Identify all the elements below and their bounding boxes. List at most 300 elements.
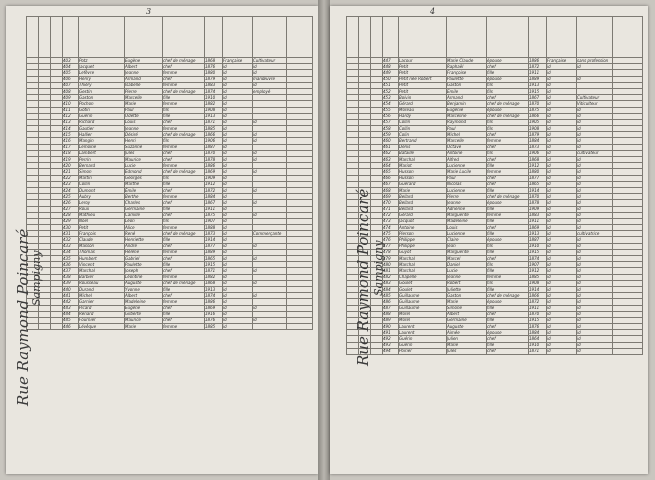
cell-rel: chef xyxy=(163,293,205,299)
cell-name: Lambert xyxy=(79,150,125,156)
cell-year: 1889 xyxy=(529,76,547,82)
cell-nat: id xyxy=(547,113,577,119)
cell-first: Léontine xyxy=(125,274,163,280)
cell-nat: id xyxy=(223,82,253,88)
cell-first: Armand xyxy=(447,95,487,101)
cell-occ: sans profession xyxy=(577,58,613,64)
cell-first: Yvonne xyxy=(125,286,163,292)
cell-no: 419 xyxy=(63,157,79,163)
cell-name: Leroy xyxy=(79,200,125,206)
cell-year: 1864 xyxy=(529,336,547,342)
cell-nat: id xyxy=(547,175,577,181)
cell-no: 483 xyxy=(383,280,399,286)
cell-first: Germaine xyxy=(447,317,487,323)
cell-first: Alfred xyxy=(447,157,487,163)
cell-occ: id xyxy=(577,194,613,200)
cell-no: 413 xyxy=(63,119,79,125)
cell-year: 1914 xyxy=(205,237,223,243)
cell-no: 405 xyxy=(63,70,79,76)
cell-first: Jeanne xyxy=(125,70,163,76)
cell-no: 442 xyxy=(63,299,79,305)
cell-year: 1877 xyxy=(529,175,547,181)
cell-no: 417 xyxy=(63,144,79,150)
cell-rel: chef xyxy=(163,157,205,163)
cell-name: Morel xyxy=(399,311,447,317)
cell-no: 493 xyxy=(383,342,399,348)
cell-name: Fournier xyxy=(79,317,125,323)
cell-nat: id xyxy=(223,274,253,280)
cell-rel: fille xyxy=(487,231,529,237)
cell-year: 1906 xyxy=(205,138,223,144)
cell-nat: id xyxy=(547,342,577,348)
cell-occ: id xyxy=(577,293,613,299)
cell-year: 1908 xyxy=(529,280,547,286)
cell-rel: fille xyxy=(163,237,205,243)
cell-first: Paul xyxy=(447,175,487,181)
cell-rel: chef xyxy=(163,305,205,311)
cell-year: 1913 xyxy=(529,231,547,237)
cell-no: 414 xyxy=(63,126,79,132)
cell-rel: chef xyxy=(487,175,529,181)
cell-no: 429 xyxy=(63,218,79,224)
cell-rel: chef de ménage xyxy=(163,280,205,286)
cell-name: Morel xyxy=(399,317,447,323)
cell-occ: Cultivateur xyxy=(577,95,613,101)
column-header-cell xyxy=(613,17,643,58)
cell-first: Marguerite xyxy=(447,212,487,218)
cell-rel: chef xyxy=(163,187,205,193)
cell-nat: id xyxy=(547,286,577,292)
cell-occ: id xyxy=(577,324,613,330)
cell-no: 454 xyxy=(383,101,399,107)
cell-first: Émile xyxy=(125,187,163,193)
cell-rel: chef xyxy=(487,132,529,138)
cell-name: Claude xyxy=(79,237,125,243)
cell-occ: cultivatrice xyxy=(577,231,613,237)
cell-first: Henri xyxy=(125,138,163,144)
cell-first: Armand xyxy=(125,76,163,82)
cell-nat: id xyxy=(223,175,253,181)
cell-name: Mariot xyxy=(399,163,447,169)
cell-name: Chapelle xyxy=(399,274,447,280)
cell-rel: chef de ménage xyxy=(163,169,205,175)
cell-no: 411 xyxy=(63,107,79,113)
cell-rel: chef xyxy=(163,76,205,82)
cell-rel: chef xyxy=(487,181,529,187)
left-street-label: Rue Raymond Poincaré xyxy=(14,228,32,406)
cell-no: 480 xyxy=(383,262,399,268)
cell-first: Eugénie xyxy=(447,107,487,113)
cell-rel: chef xyxy=(487,157,529,163)
cell-rel: femme xyxy=(163,299,205,305)
cell-no: 415 xyxy=(63,132,79,138)
cell-rel: chef xyxy=(487,95,529,101)
cell-no: 455 xyxy=(383,107,399,113)
cell-no: 467 xyxy=(383,181,399,187)
cell-first: Simone xyxy=(447,305,487,311)
cell-name: Thiéry xyxy=(79,82,125,88)
cell-no: 475 xyxy=(383,231,399,237)
cell-year: 1909 xyxy=(205,175,223,181)
cell-no: 471 xyxy=(383,206,399,212)
cell-occ: id xyxy=(577,268,613,274)
cell-name: Marchal xyxy=(79,268,125,274)
cell-name: Simon xyxy=(79,169,125,175)
left-page xyxy=(6,6,318,474)
right-commune-label: Sampigny xyxy=(372,240,385,296)
cell-first: Marie xyxy=(447,299,487,305)
cell-first: Eugène xyxy=(125,305,163,311)
cell-nat: Française xyxy=(547,58,577,64)
cell-first: Marcelle xyxy=(447,138,487,144)
cell-first: Gilberte xyxy=(125,311,163,317)
cell-year: 1872 xyxy=(205,187,223,193)
cell-name: Collin xyxy=(399,126,447,132)
cell-rel: fils xyxy=(487,126,529,132)
cell-rel: fille xyxy=(163,286,205,292)
cell-year: 1884 xyxy=(205,194,223,200)
cell-first: Nicolas xyxy=(447,181,487,187)
cell-occ: id xyxy=(577,157,613,163)
cell-first: Odette xyxy=(125,113,163,119)
cell-nat: id xyxy=(547,256,577,262)
cell-year: 1885 xyxy=(529,274,547,280)
cell-nat: id xyxy=(223,119,253,125)
cell-rel: épouse xyxy=(487,330,529,336)
cell-year: 1878 xyxy=(529,200,547,206)
cell-year: 1865 xyxy=(205,256,223,262)
cell-first: Charles xyxy=(125,200,163,206)
cell-first: Pierre xyxy=(125,88,163,94)
cell-nat: id xyxy=(223,231,253,237)
cell-rel: femme xyxy=(487,138,529,144)
cell-name: Gestin xyxy=(79,88,125,94)
cell-name: Petit xyxy=(79,225,125,231)
cell-nat: id xyxy=(223,237,253,243)
cell-occ: id xyxy=(577,126,613,132)
cell-rel: fille xyxy=(487,218,529,224)
cell-no: 432 xyxy=(63,237,79,243)
cell-no: 479 xyxy=(383,256,399,262)
cell-occ: id xyxy=(253,200,287,206)
cell-first: Raymond xyxy=(447,119,487,125)
cell-year: 1912 xyxy=(529,163,547,169)
cell-name: Hardy xyxy=(399,113,447,119)
cell-year: 1886 xyxy=(205,299,223,305)
cell-first: Antoine xyxy=(447,150,487,156)
cell-occ: id xyxy=(577,76,613,82)
cell-nat: id xyxy=(547,330,577,336)
cell-year: 1865 xyxy=(529,181,547,187)
cell-occ: id xyxy=(253,317,287,323)
cell-first: Joseph xyxy=(125,268,163,274)
cell-first: Marie xyxy=(125,101,163,107)
cell-name: Guérin xyxy=(399,342,447,348)
right-page-folio: 4 xyxy=(430,7,436,16)
cell-occ: id xyxy=(577,225,613,231)
cell-nat: id xyxy=(547,249,577,255)
cell-rel: chef de ménage xyxy=(163,132,205,138)
cell-nat: id xyxy=(547,138,577,144)
cell-first: Isabelle xyxy=(125,82,163,88)
cell-first: Edmond xyxy=(125,169,163,175)
cell-nat: id xyxy=(547,262,577,268)
cell-first: Raphaël xyxy=(447,64,487,70)
cell-year: 1873 xyxy=(529,144,547,150)
cell-occ: id xyxy=(253,293,287,299)
left-commune-label: Sampigny xyxy=(30,250,43,306)
cell-rel: femme xyxy=(163,126,205,132)
cell-occ: id xyxy=(253,138,287,144)
cell-year: 1908 xyxy=(529,126,547,132)
cell-first: Paul xyxy=(125,107,163,113)
cell-occ: id xyxy=(577,64,613,70)
cell-no: 436 xyxy=(63,262,79,268)
cell-year: 1906 xyxy=(529,150,547,156)
cell-no: 482 xyxy=(383,274,399,280)
cell-first: Georges xyxy=(125,175,163,181)
cell-rel: chef de ménage xyxy=(487,101,529,107)
cell-no: 457 xyxy=(383,119,399,125)
cell-rel: chef xyxy=(487,225,529,231)
cell-first: Alice xyxy=(125,225,163,231)
cell-nat: id xyxy=(223,126,253,132)
cell-rel: épouse xyxy=(487,200,529,206)
cell-no: 474 xyxy=(383,225,399,231)
cell-no: 420 xyxy=(63,163,79,169)
column-header-cell xyxy=(79,17,125,58)
table-header-row xyxy=(347,17,643,58)
cell-occ: id xyxy=(577,243,613,249)
cell-occ: employé xyxy=(253,88,287,94)
cell-year: 1915 xyxy=(529,249,547,255)
cell-first: Daniel xyxy=(447,262,487,268)
cell-year: 1905 xyxy=(529,119,547,125)
cell-year: 1914 xyxy=(529,187,547,193)
cell-first: Albert xyxy=(125,293,163,299)
cell-nat: id xyxy=(223,293,253,299)
cell-nat: id xyxy=(547,200,577,206)
cell-nat: id xyxy=(547,119,577,125)
column-header-cell xyxy=(399,17,447,58)
cell-year: 1889 xyxy=(205,249,223,255)
cell-year: 1882 xyxy=(205,274,223,280)
cell-occ: id xyxy=(577,299,613,305)
column-header-cell xyxy=(51,17,63,58)
cell-nat: id xyxy=(547,206,577,212)
cell-year: 1876 xyxy=(529,324,547,330)
column-header-cell xyxy=(125,17,163,58)
cell-year: 1866 xyxy=(205,132,223,138)
cell-first: Robert xyxy=(447,280,487,286)
cell-nat: id xyxy=(547,348,577,354)
cell-name: Renard xyxy=(79,311,125,317)
cell-nat: id xyxy=(547,317,577,323)
cell-no: 490 xyxy=(383,324,399,330)
cell-name: Picard xyxy=(79,305,125,311)
cell-year: 1884 xyxy=(529,138,547,144)
cell-nat: id xyxy=(547,150,577,156)
cell-year: 1907 xyxy=(205,218,223,224)
cell-occ: Cultivateur xyxy=(253,58,287,64)
cell-occ: id xyxy=(577,175,613,181)
cell-name: Colin xyxy=(399,132,447,138)
cell-year: 1871 xyxy=(205,119,223,125)
cell-occ: id xyxy=(577,342,613,348)
cell-year: 1884 xyxy=(529,330,547,336)
cell-name: Masson xyxy=(79,243,125,249)
cell-name: Gaston xyxy=(79,95,125,101)
cell-first: Gaston xyxy=(447,82,487,88)
cell-rel: chef xyxy=(487,311,529,317)
cell-nat: id xyxy=(223,206,253,212)
cell-first: Marguerite xyxy=(447,249,487,255)
cell-no: 448 xyxy=(383,64,399,70)
cell-name: Perrin xyxy=(79,157,125,163)
cell-first: Lucienne xyxy=(447,187,487,193)
cell-name: Gautier xyxy=(79,126,125,132)
cell-rel: épouse xyxy=(487,107,529,113)
cell-no: 456 xyxy=(383,113,399,119)
cell-year: 1912 xyxy=(529,268,547,274)
cell-rel: fils xyxy=(163,218,205,224)
cell-rel: fils xyxy=(163,138,205,144)
column-header-cell xyxy=(547,17,577,58)
cell-rel: fille xyxy=(487,305,529,311)
cell-no: 465 xyxy=(383,169,399,175)
cell-rel: fille xyxy=(487,268,529,274)
cell-name: Guillaume xyxy=(399,299,447,305)
cell-occ: id xyxy=(577,305,613,311)
cell-occ: id xyxy=(577,144,613,150)
cell-year: 1909 xyxy=(529,206,547,212)
cell-nat: id xyxy=(223,311,253,317)
cell-no: 489 xyxy=(383,317,399,323)
cell-no: 440 xyxy=(63,286,79,292)
cell-rel: fille xyxy=(163,181,205,187)
cell-year: 1879 xyxy=(205,76,223,82)
column-header-cell xyxy=(253,17,287,58)
cell-occ: manœuvre xyxy=(253,76,287,82)
cell-nat: id xyxy=(223,76,253,82)
cell-rel: chef xyxy=(487,256,529,262)
cell-name: Marchal xyxy=(399,157,447,163)
cell-rel: fils xyxy=(487,243,529,249)
column-header-cell xyxy=(27,17,39,58)
cell-occ: id xyxy=(253,157,287,163)
cell-no: 491 xyxy=(383,330,399,336)
empty-cell xyxy=(613,348,643,354)
cell-no: 450 xyxy=(383,76,399,82)
cell-nat: id xyxy=(223,280,253,286)
cell-no: 494 xyxy=(383,348,399,354)
cell-first: Berthe xyxy=(125,194,163,200)
cell-year: 1869 xyxy=(205,169,223,175)
cell-nat: id xyxy=(223,218,253,224)
cell-name: Laurent xyxy=(399,330,447,336)
cell-first: Eugène xyxy=(125,58,163,64)
cell-year: 1866 xyxy=(529,293,547,299)
cell-rel: chef xyxy=(487,324,529,330)
cell-name: Jacquot xyxy=(399,218,447,224)
cell-no: 431 xyxy=(63,231,79,237)
cell-year: 1874 xyxy=(205,88,223,94)
cell-first: Marie xyxy=(447,342,487,348)
cell-name: Rousseau xyxy=(79,280,125,286)
cell-year: 1879 xyxy=(529,132,547,138)
right-census-table xyxy=(346,16,643,355)
cell-first: Benjamin xyxy=(447,101,487,107)
cell-occ: id xyxy=(577,206,613,212)
cell-no: 453 xyxy=(383,95,399,101)
cell-name: Moreau xyxy=(399,107,447,113)
cell-nat: id xyxy=(223,150,253,156)
cell-year: 1888 xyxy=(205,225,223,231)
cell-first: Léon xyxy=(125,218,163,224)
cell-first: Jean xyxy=(447,243,487,249)
cell-first: Jules xyxy=(447,348,487,354)
cell-name: Potz xyxy=(79,58,125,64)
empty-cell xyxy=(371,348,383,354)
cell-no: 458 xyxy=(383,126,399,132)
cell-year: 1875 xyxy=(529,107,547,113)
column-header-cell xyxy=(577,17,613,58)
cell-nat: id xyxy=(547,157,577,163)
cell-year: 1886 xyxy=(529,58,547,64)
cell-no: 446 xyxy=(63,324,79,330)
cell-first: Désiré xyxy=(125,132,163,138)
cell-rel: chef xyxy=(163,268,205,274)
cell-name: Bellard xyxy=(399,194,447,200)
cell-occ xyxy=(253,324,287,330)
cell-year: 1913 xyxy=(205,286,223,292)
cell-nat: id xyxy=(223,243,253,249)
cell-nat: id xyxy=(223,324,253,330)
cell-name: Boivin xyxy=(399,95,447,101)
cell-no: 477 xyxy=(383,243,399,249)
cell-rel: fille xyxy=(487,317,529,323)
cell-rel: chef xyxy=(163,64,205,70)
cell-first: Gabriel xyxy=(125,256,163,262)
cell-no: 462 xyxy=(383,150,399,156)
cell-rel: chef xyxy=(487,348,529,354)
cell-name: Lacour xyxy=(399,58,447,64)
cell-occ: id xyxy=(577,237,613,243)
cell-year: 1868 xyxy=(529,157,547,163)
cell-year: 1911 xyxy=(529,305,547,311)
cell-year: 1876 xyxy=(205,64,223,70)
cell-first: Jeanne xyxy=(447,274,487,280)
cell-no: 433 xyxy=(63,243,79,249)
cell-name: Vincent xyxy=(79,262,125,268)
cell-year: 1871 xyxy=(529,348,547,354)
cell-rel: femme xyxy=(163,194,205,200)
cell-no: 427 xyxy=(63,206,79,212)
cell-occ: id xyxy=(253,132,287,138)
cell-name: Philippe xyxy=(399,243,447,249)
cell-first: Jules xyxy=(125,150,163,156)
cell-first: Hélène xyxy=(125,249,163,255)
cell-occ: id xyxy=(253,305,287,311)
cell-rel: fille xyxy=(487,249,529,255)
cell-first: Emile xyxy=(447,88,487,94)
cell-nat: id xyxy=(547,76,577,82)
cell-no: 443 xyxy=(63,305,79,311)
cell-occ: id xyxy=(253,256,287,262)
cell-no: 403 xyxy=(63,58,79,64)
cell-no: 463 xyxy=(383,157,399,163)
cell-rel: chef xyxy=(163,119,205,125)
